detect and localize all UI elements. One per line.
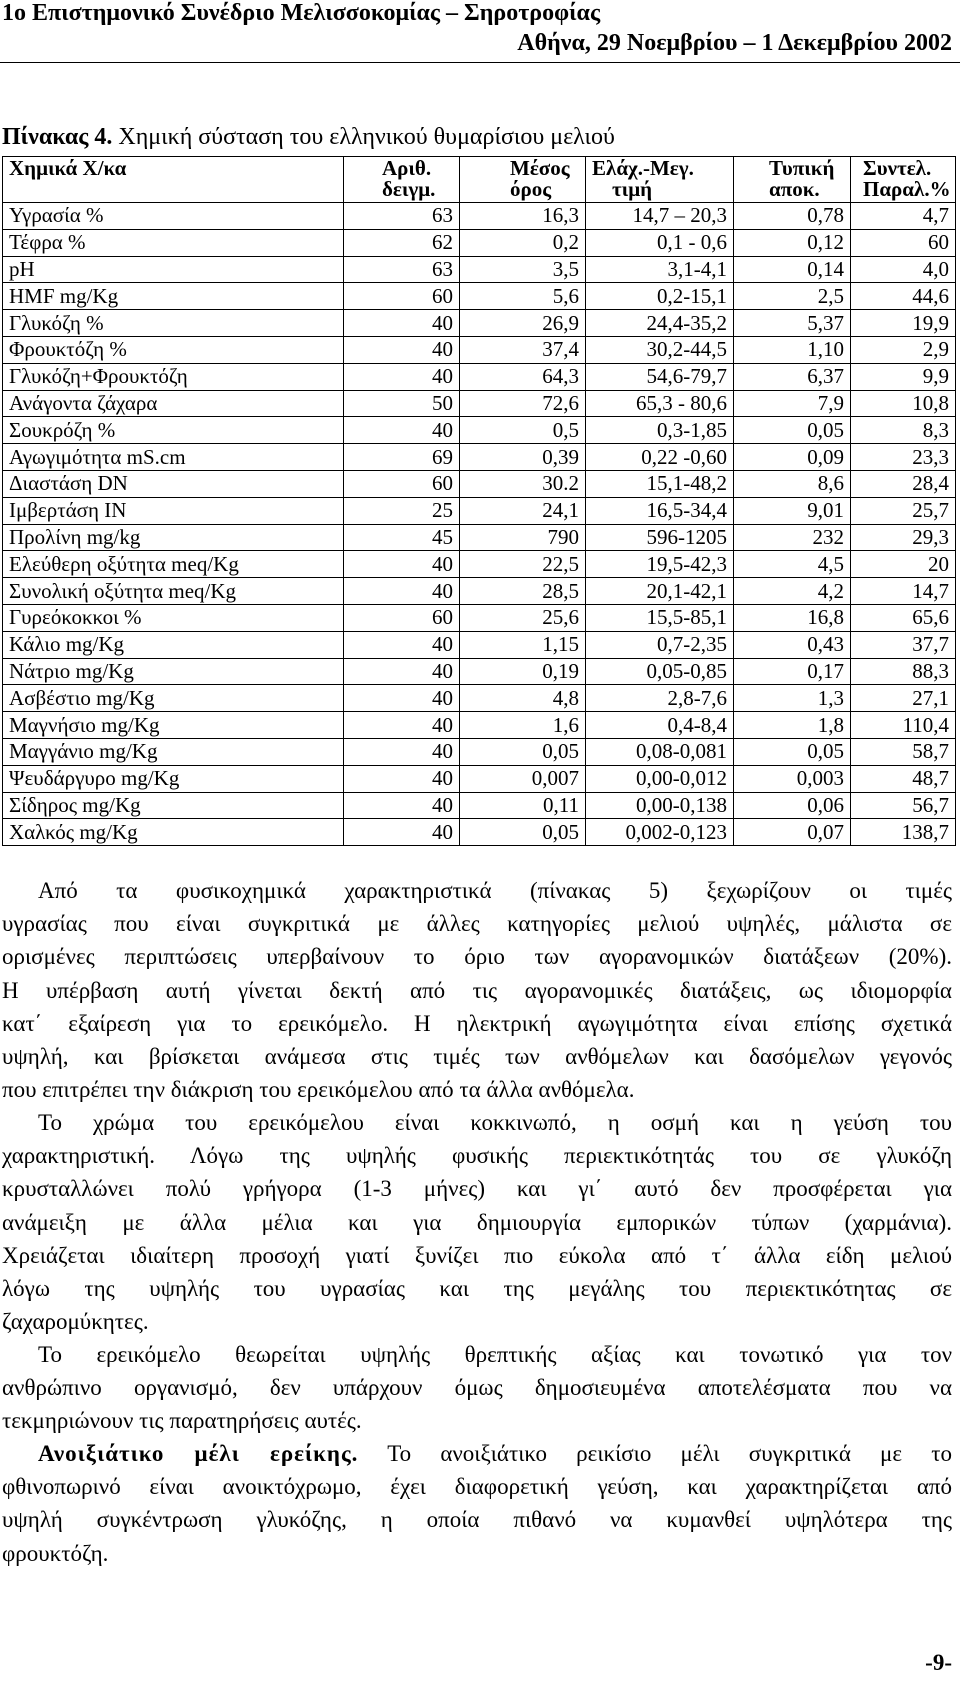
table-cell-value: 0,05 xyxy=(460,738,586,765)
table-cell-value: 0,05 xyxy=(734,738,851,765)
table-cell-value: 232 xyxy=(734,524,851,551)
table-header-row xyxy=(3,157,956,203)
table-cell-value: 40 xyxy=(344,738,460,765)
paragraph-line: Η υπέρβαση αυτή γίνεται δεκτή από τις αγορανομικές διατάξεις, ως ιδιομορφία xyxy=(2,977,952,1003)
paragraph-line: ανάμειξη με άλλα μέλια και για δημιουργία εμπορικών τύπων (χαρμάνια). xyxy=(2,1209,952,1235)
table-cell-value: 45 xyxy=(344,524,460,551)
table-row xyxy=(3,390,956,417)
table-cell-value: 69 xyxy=(344,444,460,471)
table-cell-value: 50 xyxy=(344,390,460,417)
paragraph-line: ορισμένες περιπτώσεις υπερβαίνουν το όριο των αγορανομικών διατάξεων (20%). xyxy=(2,944,952,970)
col-header-compound: Χημικά Χ/κα xyxy=(3,157,344,203)
table-cell-value: 7,9 xyxy=(734,390,851,417)
table-cell-value: 72,6 xyxy=(460,390,586,417)
table-cell-value: 23,3 xyxy=(851,444,956,471)
table-cell-compound: Νάτριο mg/Kg xyxy=(3,658,344,685)
conference-title: 1ο Επιστημονικό Συνέδριο Μελισσοκομίας – Σηροτροφίας xyxy=(2,0,601,26)
table-cell-value: 1,10 xyxy=(734,336,851,363)
table-cell-value: 8,6 xyxy=(734,470,851,497)
table-cell-value: 26,9 xyxy=(460,310,586,337)
table-row xyxy=(3,631,956,658)
table-cell-value: 4,5 xyxy=(734,551,851,578)
table-cell-compound: Ανάγοντα ζάχαρα xyxy=(3,390,344,417)
table-cell-value: 40 xyxy=(344,551,460,578)
table-row xyxy=(3,336,956,363)
table-cell-value: 60 xyxy=(344,283,460,310)
table-cell-value: 16,3 xyxy=(460,203,586,230)
table-cell-value: 25,6 xyxy=(460,604,586,631)
table-cell-value: 0,2 xyxy=(460,229,586,256)
table-cell-compound: Σίδηρος mg/Kg xyxy=(3,792,344,819)
table-cell-value: 40 xyxy=(344,685,460,712)
table-cell-value: 0,12 xyxy=(734,229,851,256)
paragraph-line: Το ερεικόμελο θεωρείται υψηλής θρεπτικής αξίας και τονωτικό για τον xyxy=(38,1342,952,1367)
paragraph-line: κατ΄ εξαίρεση για το ερεικόμελο. Η ηλεκτρική αγωγιμότητα είναι επίσης σχετικά xyxy=(2,1010,952,1036)
paragraph-line: Χρειάζεται ιδιαίτερη προσοχή γιατί ξυνίζει πιο εύκολα από τ΄ άλλα είδη μελιού xyxy=(2,1242,952,1268)
table-cell-value: 24,4-35,2 xyxy=(586,310,734,337)
col-header-cv: Συντελ. Παραλ.% xyxy=(851,157,956,203)
page-number: -9- xyxy=(925,1650,952,1675)
table-cell-compound: Αγωγιμότητα mS.cm xyxy=(3,444,344,471)
col-header-sd: Τυπική αποκ. xyxy=(734,157,851,203)
paragraph-line: φρουκτόζη. xyxy=(2,1540,109,1566)
paragraph-line: φθινοπωρινό είναι ανοικτόχρωμο, έχει διαφορετική γεύση, και χαρακτηρίζεται από xyxy=(2,1474,952,1500)
table-cell-value: 4,0 xyxy=(851,256,956,283)
paragraph-nutritional xyxy=(2,1338,952,1438)
table-cell-value: 40 xyxy=(344,765,460,792)
paragraph-line: υψηλή, και βρίσκεται ανάμεσα στις τιμές των ανθόμελων και δασόμελων γεγονός xyxy=(2,1044,952,1070)
paragraph-line: Από τα φυσικοχημικά χαρακτηριστικά (πίνακας 5) ξεχωρίζουν οι τιμές xyxy=(38,878,952,903)
col-header-mean: Μέσος όρος xyxy=(460,157,586,203)
table-cell-value: 0,00-0,138 xyxy=(586,792,734,819)
table-cell-value: 65,3 - 80,6 xyxy=(586,390,734,417)
table-cell-value: 0,00-0,012 xyxy=(586,765,734,792)
table-row xyxy=(3,497,956,524)
table-cell-value: 9,01 xyxy=(734,497,851,524)
table-cell-value: 25,7 xyxy=(851,497,956,524)
table-cell-value: 60 xyxy=(344,604,460,631)
table-row xyxy=(3,819,956,846)
table-cell-value: 27,1 xyxy=(851,685,956,712)
table-cell-value: 37,7 xyxy=(851,631,956,658)
table-cell-value: 64,3 xyxy=(460,363,586,390)
table-row xyxy=(3,712,956,739)
table-cell-value: 2,5 xyxy=(734,283,851,310)
table-cell-value: 0,06 xyxy=(734,792,851,819)
table-cell-value: 6,37 xyxy=(734,363,851,390)
table-cell-value: 40 xyxy=(344,658,460,685)
table-cell-compound: Τέφρα % xyxy=(3,229,344,256)
table-cell-compound: Προλίνη mg/kg xyxy=(3,524,344,551)
table-cell-value: 9,9 xyxy=(851,363,956,390)
table-cell-value: 16,5-34,4 xyxy=(586,497,734,524)
table-cell-value: 37,4 xyxy=(460,336,586,363)
table-row xyxy=(3,524,956,551)
table-cell-value: 138,7 xyxy=(851,819,956,846)
table-cell-value: 5,6 xyxy=(460,283,586,310)
table-cell-value: 0,05 xyxy=(460,819,586,846)
table-cell-value: 0,22 -0,60 xyxy=(586,444,734,471)
table-cell-value: 88,3 xyxy=(851,658,956,685)
table-cell-value: 0,39 xyxy=(460,444,586,471)
table-row xyxy=(3,738,956,765)
table-cell-compound: Διαστάση DN xyxy=(3,470,344,497)
paragraph-line: Το χρώμα του ερεικόμελου είναι κοκκινωπό, η οσμή και η γεύση του xyxy=(38,1110,952,1135)
table-cell-value: 24,1 xyxy=(460,497,586,524)
table-cell-value: 0,002-0,123 xyxy=(586,819,734,846)
table-cell-compound: Ελεύθερη οξύτητα meq/Kg xyxy=(3,551,344,578)
table-row xyxy=(3,551,956,578)
table-cell-value: 65,6 xyxy=(851,604,956,631)
paragraph-line: ζαχαρομύκητες. xyxy=(2,1309,149,1335)
table-cell-value: 0,1 - 0,6 xyxy=(586,229,734,256)
table-cell-compound: Ασβέστιο mg/Kg xyxy=(3,685,344,712)
table-row xyxy=(3,658,956,685)
table-cell-value: 110,4 xyxy=(851,712,956,739)
table-cell-value: 40 xyxy=(344,417,460,444)
table-cell-value: 10,8 xyxy=(851,390,956,417)
table-cell-value: 40 xyxy=(344,363,460,390)
table-cell-value: 54,6-79,7 xyxy=(586,363,734,390)
table-cell-value: 15,5-85,1 xyxy=(586,604,734,631)
table-cell-value: 28,4 xyxy=(851,470,956,497)
page-header xyxy=(0,0,960,60)
table-cell-value: 44,6 xyxy=(851,283,956,310)
table-cell-value: 0,4-8,4 xyxy=(586,712,734,739)
section-heading-spring-honey: Ανοιξιάτικο μέλι ερείκης. xyxy=(38,1441,359,1466)
table-cell-value: 0,09 xyxy=(734,444,851,471)
table-cell-value: 20 xyxy=(851,551,956,578)
table-cell-value: 0,003 xyxy=(734,765,851,792)
table-cell-value: 2,9 xyxy=(851,336,956,363)
table-cell-value: 56,7 xyxy=(851,792,956,819)
table-cell-value: 2,8-7,6 xyxy=(586,685,734,712)
table-cell-value: 790 xyxy=(460,524,586,551)
table-cell-value: 58,7 xyxy=(851,738,956,765)
table-cell-value: 30,2-44,5 xyxy=(586,336,734,363)
paragraph-line: λόγω της υψηλής του υγρασίας και της μεγάλης του περιεκτικότητας σε xyxy=(2,1276,952,1302)
table-cell-value: 25 xyxy=(344,497,460,524)
table-row xyxy=(3,203,956,230)
table-row xyxy=(3,470,956,497)
table-cell-value: 19,5-42,3 xyxy=(586,551,734,578)
table-row xyxy=(3,417,956,444)
table-cell-value: 40 xyxy=(344,631,460,658)
table-caption-text: Χημική σύσταση του ελληνικού θυμαρίσιου μελιού xyxy=(112,124,615,150)
table-cell-compound: Συνολική οξύτητα meq/Kg xyxy=(3,578,344,605)
table-cell-value: 0,43 xyxy=(734,631,851,658)
table-cell-compound: Ψευδάργυρο mg/Kg xyxy=(3,765,344,792)
table-cell-value: 0,78 xyxy=(734,203,851,230)
table-cell-value: 0,2-15,1 xyxy=(586,283,734,310)
table-row xyxy=(3,444,956,471)
table-cell-value: 4,8 xyxy=(460,685,586,712)
table-cell-value: 0,08-0,081 xyxy=(586,738,734,765)
paragraph-line: υψηλή συγκέντρωση γλυκόζης, η οποία πιθανό να κυμανθεί υψηλότερα της xyxy=(2,1507,952,1533)
paragraph-colour-taste xyxy=(2,1106,952,1338)
table-cell-value: 40 xyxy=(344,578,460,605)
table-cell-value: 0,05-0,85 xyxy=(586,658,734,685)
table-cell-value: 4,2 xyxy=(734,578,851,605)
table-cell-compound: Μαγγάνιο mg/Kg xyxy=(3,738,344,765)
table-cell-value: 15,1-48,2 xyxy=(586,470,734,497)
table-cell-value: 60 xyxy=(344,470,460,497)
table-caption xyxy=(2,124,615,151)
table-cell-compound: Κάλιο mg/Kg xyxy=(3,631,344,658)
table-cell-compound: HMF mg/Kg xyxy=(3,283,344,310)
table-cell-value: 0,19 xyxy=(460,658,586,685)
table-cell-value: 3,5 xyxy=(460,256,586,283)
table-cell-value: 596-1205 xyxy=(586,524,734,551)
table-cell-value: 29,3 xyxy=(851,524,956,551)
paragraph-physicochemical xyxy=(2,874,952,1106)
table-cell-value: 0,05 xyxy=(734,417,851,444)
table-cell-compound: Φρουκτόζη % xyxy=(3,336,344,363)
paragraph-line: υγρασίας που είναι συγκριτικά με άλλες κατηγορίες μελιού υψηλές, μάλιστα σε xyxy=(2,911,952,937)
table-cell-compound: Μαγνήσιο mg/Kg xyxy=(3,712,344,739)
table-row xyxy=(3,765,956,792)
table-cell-value: 1,6 xyxy=(460,712,586,739)
table-caption-label: Πίνακας 4. xyxy=(2,124,113,150)
paragraph-line: χαρακτηριστική. Λόγω της υψηλής φυσικής περιεκτικότητάς του σε γλυκόζη xyxy=(2,1143,952,1169)
table-row xyxy=(3,604,956,631)
table-row xyxy=(3,283,956,310)
conference-dates: Αθήνα, 29 Νοεμβρίου – 1 Δεκεμβρίου 2002 xyxy=(517,30,952,56)
table-row xyxy=(3,310,956,337)
table-row xyxy=(3,578,956,605)
table-cell-value: 0,7-2,35 xyxy=(586,631,734,658)
table-cell-value: 30.2 xyxy=(460,470,586,497)
paragraph-spring-honey xyxy=(2,1437,952,1570)
paragraph-text: Το ανοιξιάτικο ρεικίσιο μέλι συγκριτικά με το xyxy=(358,1441,952,1466)
table-cell-value: 19,9 xyxy=(851,310,956,337)
table-cell-value: 40 xyxy=(344,310,460,337)
table-row xyxy=(3,685,956,712)
table-cell-value: 14,7 xyxy=(851,578,956,605)
table-cell-compound: pH xyxy=(3,256,344,283)
table-cell-compound: Ιμβερτάση IN xyxy=(3,497,344,524)
table-cell-value: 0,17 xyxy=(734,658,851,685)
paragraph-line: τεκμηριώνουν τις παρατηρήσεις αυτές. xyxy=(2,1408,362,1434)
col-header-samples: Αριθ. δειγμ. xyxy=(344,157,460,203)
table-cell-value: 14,7 – 20,3 xyxy=(586,203,734,230)
table-row xyxy=(3,363,956,390)
table-cell-compound: Σουκρόζη % xyxy=(3,417,344,444)
table-cell-value: 16,8 xyxy=(734,604,851,631)
table-cell-value: 0,11 xyxy=(460,792,586,819)
table-cell-value: 20,1-42,1 xyxy=(586,578,734,605)
table-row xyxy=(3,792,956,819)
table-cell-value: 40 xyxy=(344,712,460,739)
table-row xyxy=(3,256,956,283)
table-cell-value: 40 xyxy=(344,336,460,363)
table-cell-value: 48,7 xyxy=(851,765,956,792)
table-cell-value: 1,8 xyxy=(734,712,851,739)
table-cell-value: 40 xyxy=(344,792,460,819)
table-cell-value: 63 xyxy=(344,256,460,283)
table-cell-compound: Χαλκός mg/Kg xyxy=(3,819,344,846)
table-cell-compound: Γλυκόζη % xyxy=(3,310,344,337)
table-cell-value: 3,1-4,1 xyxy=(586,256,734,283)
table-cell-value: 4,7 xyxy=(851,203,956,230)
table-cell-value: 60 xyxy=(851,229,956,256)
paragraph-line: ανθρώπινο οργανισμό, δεν υπάρχουν όμως δημοσιευμένα αποτελέσματα που να xyxy=(2,1375,952,1401)
paragraph-line xyxy=(2,1437,952,1470)
paragraph-line: που επιτρέπει την διάκριση του ερεικόμελου από τα άλλα ανθόμελα. xyxy=(2,1077,635,1103)
table-cell-value: 28,5 xyxy=(460,578,586,605)
table-cell-compound: Γλυκόζη+Φρουκτόζη xyxy=(3,363,344,390)
table-cell-compound: Υγρασία % xyxy=(3,203,344,230)
table-cell-value: 0,007 xyxy=(460,765,586,792)
table-cell-value: 0,07 xyxy=(734,819,851,846)
table-cell-value: 8,3 xyxy=(851,417,956,444)
table-cell-value: 0,3-1,85 xyxy=(586,417,734,444)
table-cell-compound: Γυρεόκοκκοι % xyxy=(3,604,344,631)
header-rule xyxy=(0,62,960,63)
table-cell-value: 5,37 xyxy=(734,310,851,337)
table-cell-value: 63 xyxy=(344,203,460,230)
composition-table xyxy=(2,156,956,846)
table-cell-value: 0,5 xyxy=(460,417,586,444)
col-header-minmax: Ελάχ.-Μεγ. τιμή xyxy=(586,157,734,203)
table-cell-value: 1,15 xyxy=(460,631,586,658)
paragraph-line: κρυσταλλώνει πολύ γρήγορα (1-3 μήνες) και γι΄ αυτό δεν προσφέρεται για xyxy=(2,1176,952,1202)
table-cell-value: 0,14 xyxy=(734,256,851,283)
table-cell-value: 62 xyxy=(344,229,460,256)
table-cell-value: 22,5 xyxy=(460,551,586,578)
table-row xyxy=(3,229,956,256)
table-cell-value: 40 xyxy=(344,819,460,846)
table-cell-value: 1,3 xyxy=(734,685,851,712)
